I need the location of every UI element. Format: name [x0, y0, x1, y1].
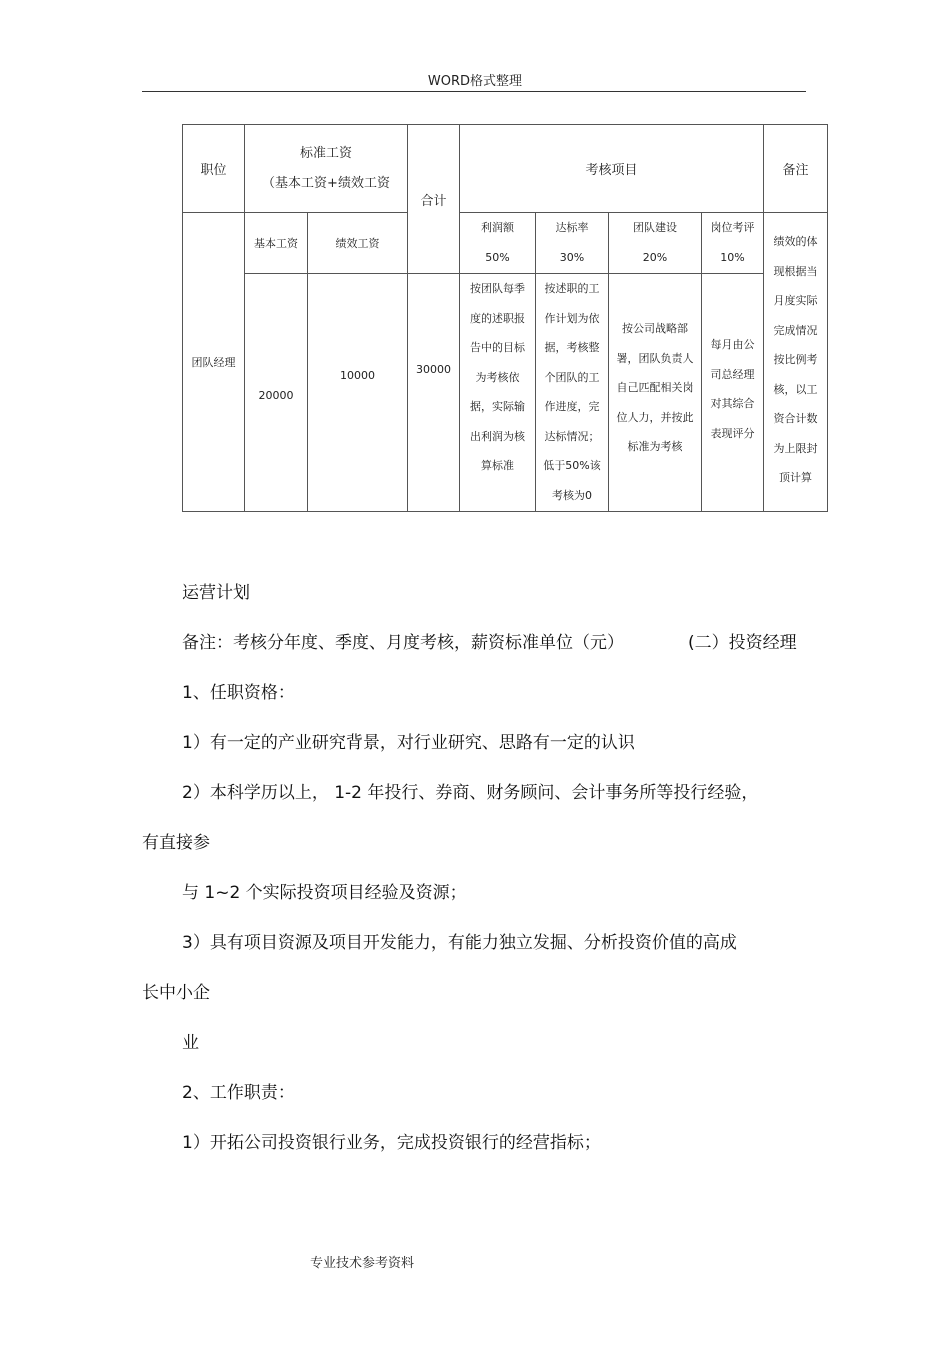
criteria-profit: [460, 274, 536, 512]
item-name: 团队建设: [633, 221, 677, 234]
remarks-line: 绩效的体: [773, 235, 818, 248]
criteria-review: [702, 274, 764, 512]
total-value: 30000: [416, 362, 451, 376]
remarks-line: 月度实际: [773, 294, 818, 307]
header-rule: [142, 91, 806, 92]
criteria-line: 标准为考核: [627, 440, 683, 453]
criteria-line: 表现评分: [710, 426, 755, 440]
item-name: 岗位考评: [710, 221, 755, 234]
criteria-line: 作进度，完: [544, 400, 600, 413]
para-qualifications-heading: 1、任职资格：: [182, 683, 295, 703]
remarks-line: 现根据当: [773, 264, 818, 278]
header-standard-salary: [245, 125, 408, 213]
subheader-base-salary: 基本工资: [245, 213, 308, 274]
remarks-line: 按比例考: [773, 353, 818, 366]
header-remarks: 备注: [764, 125, 828, 213]
criteria-line: 出利润为核: [470, 429, 525, 443]
base-salary-value: 20000: [258, 389, 294, 402]
item-pct: 30%: [559, 251, 585, 264]
item-team: [609, 213, 702, 274]
header-standard-salary-line2: （基本工资+绩效工资: [262, 175, 390, 191]
item-review: [702, 213, 764, 274]
cell-position: 团队经理: [183, 213, 245, 512]
criteria-line: 署，团队负责人: [616, 351, 694, 365]
cell-perf-salary: [308, 274, 408, 512]
para-qualification-2-cont: 有直接参: [142, 833, 210, 853]
criteria-line: 度的述职报: [470, 311, 525, 325]
criteria-line: 为考核依: [475, 370, 520, 384]
perf-salary-value: 10000: [340, 368, 375, 382]
criteria-line: 低于50%该: [543, 459, 601, 472]
header-standard-salary-line1: 标准工资: [299, 145, 352, 161]
cell-base-salary: [245, 274, 308, 512]
para-note: 备注：考核分年度、季度、月度考核，薪资标准单位（元）: [182, 633, 624, 653]
header-total: 合计: [408, 125, 460, 274]
criteria-line: 考核为0: [552, 488, 592, 502]
salary-table: [182, 124, 828, 512]
item-profit: [460, 213, 536, 274]
criteria-line: 司总经理: [710, 367, 755, 381]
remarks-line: 顶计算: [779, 471, 813, 484]
criteria-line: 自己匹配相关岗: [616, 381, 694, 394]
criteria-line: 个团队的工: [544, 370, 600, 384]
subheader-perf-salary: 绩效工资: [308, 213, 408, 274]
item-name: 达标率: [555, 221, 589, 234]
cell-remarks: [764, 213, 828, 512]
para-qualification-3-cont: 长中小企: [142, 983, 210, 1003]
criteria-line: 算标准: [481, 459, 514, 472]
remarks-line: 为上限封: [773, 441, 818, 455]
para-operating-plan: 运营计划: [182, 583, 250, 603]
criteria-line: 据，考核整: [544, 341, 600, 354]
para-qualification-2-cont2: 与 1~2 个实际投资项目经验及资源；: [182, 883, 467, 903]
criteria-line: 告中的目标: [470, 341, 525, 354]
item-pct: 50%: [485, 251, 510, 264]
item-name: 利润额: [481, 221, 514, 234]
criteria-line: 作计划为依: [544, 311, 600, 325]
criteria-team: [609, 274, 702, 512]
remarks-line: 核，以工: [773, 382, 818, 396]
criteria-line: 按团队每季: [470, 282, 525, 295]
para-qualification-1: 1）有一定的产业研究背景，对行业研究、思路有一定的认识: [182, 733, 635, 753]
remarks-line: 资合计数: [773, 412, 818, 425]
para-section-title: (二）投资经理: [688, 633, 797, 653]
para-duty-1: 1）开拓公司投资银行业务，完成投资银行的经营指标；: [182, 1133, 601, 1153]
criteria-rate: [536, 274, 609, 512]
page-footer: 专业技术参考资料: [310, 1256, 415, 1271]
criteria-line: 每月由公: [710, 338, 755, 351]
criteria-line: 按述职的工: [544, 282, 600, 295]
para-qualification-2: 2）本科学历以上， 1-2 年投行、券商、财务顾问、会计事务所等投行经验，: [182, 783, 759, 803]
page-header: WORD格式整理: [427, 74, 523, 89]
item-pct: 10%: [720, 251, 745, 264]
remarks-line: 完成情况: [773, 323, 818, 337]
para-qualification-3-cont2: 业: [182, 1033, 199, 1053]
cell-total: [408, 274, 460, 512]
para-qualification-3: 3）具有项目资源及项目开发能力，有能力独立发掘、分析投资价值的高成: [182, 933, 737, 953]
criteria-line: 据，实际输: [470, 400, 525, 413]
header-position: 职位: [183, 125, 245, 213]
header-assessment: 考核项目: [460, 125, 764, 213]
item-pct: 20%: [642, 251, 668, 264]
para-duties-heading: 2、工作职责：: [182, 1083, 295, 1103]
criteria-line: 位人力，并按此: [616, 410, 694, 424]
criteria-line: 对其综合: [710, 397, 755, 410]
criteria-line: 达标情况；: [544, 429, 600, 443]
item-rate: [536, 213, 609, 274]
criteria-line: 按公司战略部: [622, 322, 688, 335]
